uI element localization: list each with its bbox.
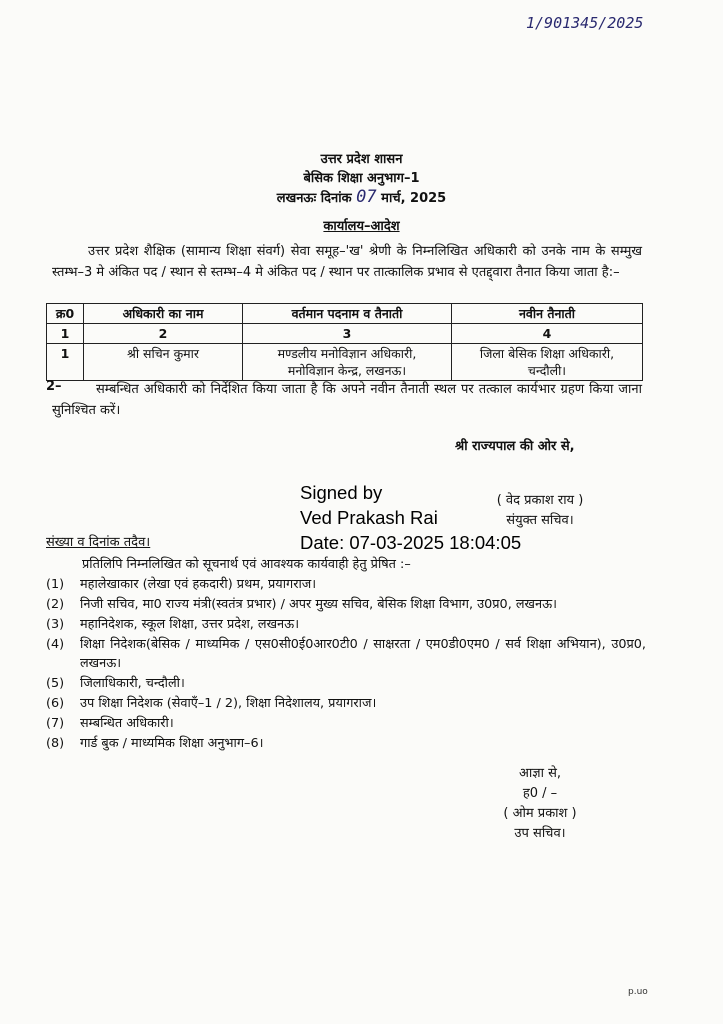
list-item [46,694,646,713]
row-current-posting [243,344,452,381]
header-date [0,188,723,208]
signature-line-2: Ved Prakash Rai [300,507,438,528]
table-header-row [47,304,643,324]
list-item [46,615,646,634]
list-item [46,674,646,693]
table-row [47,344,643,381]
list-item-number: (8) [46,736,65,751]
list-item [46,635,646,673]
signatory-name: ( वेद प्रकाश राय ) [496,493,584,508]
new-posting-line: चन्दौली। [527,363,567,378]
list-item-number: (7) [46,716,65,731]
date-day: 07 [356,187,377,207]
list-item-text: उप शिक्षा निदेशक (सेवाएँ–1 / 2), शिक्षा निदेशालय, प्रयागराज। [80,696,377,711]
table-header: अधिकारी का नाम [84,304,243,324]
list-item-number: (4) [46,637,65,652]
governor-line: श्री राज्यपाल की ओर से, [455,439,575,454]
para2-number: 2– [46,379,62,394]
order-line-4: उप सचिव। [514,826,566,841]
file-number: 1/901345/2025 [526,14,644,32]
list-item-number: (2) [46,597,65,612]
table-header: नवीन तैनाती [452,304,643,324]
list-item-text: जिलाधिकारी, चन्दौली। [80,676,185,691]
copy-list [46,575,646,754]
list-item-number: (5) [46,676,65,691]
row-serial: 1 [47,344,84,381]
list-item [46,575,646,594]
date-suffix: मार्च, 2025 [381,191,447,206]
list-item-text: महालेखाकार (लेखा एवं हकदारी) प्रथम, प्रयागराज। [80,577,317,592]
list-item [46,714,646,733]
header-line-2: बेसिक शिक्षा अनुभाग–1 [303,171,420,186]
number-date: संख्या व दिनांक तदैव। [46,535,151,550]
signature-line-1: Signed by [300,482,383,503]
order-line-2: ह0 / – [522,786,558,801]
column-number: 4 [452,324,643,344]
row-new-posting [452,344,643,381]
column-number: 2 [84,324,243,344]
intro-paragraph: उत्तर प्रदेश शैक्षिक (सामान्य शिक्षा संवर्ग) सेवा समूह–'ख' श्रेणी के निम्नलिखित अधिकारी को उनके नाम के सम्मुख स्तम्भ–3 मे अंकित पद / स्थान से स्तम्भ–4 मे अंकित पद / स्थान पर तात्कालिक प्रभाव से एतद्द्वारा तैनात किया जाता है:– [52,244,642,280]
list-item-text: गार्ड बुक / माध्यमिक शिक्षा अनुभाग–6। [80,736,264,751]
column-number: 1 [47,324,84,344]
signatory-block [465,491,615,531]
copy-intro: प्रतिलिपि निम्नलिखित को सूचनार्थ एवं आवश्यक कार्यवाही हेतु प्रेषित :– [82,557,411,572]
table-header: वर्तमान पदनाम व तैनाती [243,304,452,324]
order-line-1: आज्ञा से, [518,766,562,781]
signature-line-3: Date: 07-03-2025 18:04:05 [300,532,522,553]
current-posting-line: मनोविज्ञान केन्द्र, लखनऊ। [287,363,407,378]
order-block [470,764,610,844]
table-header: क्र0 [47,304,84,324]
order-line-3: ( ओम प्रकाश ) [503,806,577,821]
signatory-designation: संयुक्त सचिव। [506,513,574,528]
list-item-text: महानिदेशक, स्कूल शिक्षा, उत्तर प्रदेश, लखनऊ। [80,617,300,632]
document-title: कार्यालय–आदेश [323,219,400,234]
list-item-number: (6) [46,696,65,711]
header-line-1: उत्तर प्रदेश शासन [320,152,403,167]
list-item-number: (1) [46,577,65,592]
footer-mark: p.uo [628,987,648,997]
posting-table [46,303,643,381]
table-column-numbers [47,324,643,344]
list-item-text: शिक्षा निदेशक(बेसिक / माध्यमिक / एस0सी0ई0आर0टी0 / साक्षरता / एम0डी0एम0 / सर्व शिक्षा अभियान), उ0प्र0, लखनऊ। [80,637,646,671]
para2-text: सम्बन्धित अधिकारी को निर्देशित किया जाता है कि अपने नवीन तैनाती स्थल पर तत्काल कार्यभार ग्रहण किया जाना सुनिश्चित करें। [52,382,642,418]
column-number: 3 [243,324,452,344]
new-posting-line: जिला बेसिक शिक्षा अधिकारी, [479,346,615,361]
date-prefix: लखनऊः दिनांक [276,191,352,206]
list-item-number: (3) [46,617,65,632]
list-item-text: सम्बन्धित अधिकारी। [80,716,174,731]
list-item-text: निजी सचिव, मा0 राज्य मंत्री(स्वतंत्र प्रभार) / अपर मुख्य सचिव, बेसिक शिक्षा विभाग, उ0प्र0, लखनऊ। [80,597,557,612]
current-posting-line: मण्डलीय मनोविज्ञान अधिकारी, [277,346,417,361]
document-header [0,150,723,208]
list-item [46,734,646,753]
row-officer-name: श्री सचिन कुमार [84,344,243,381]
list-item [46,595,646,614]
